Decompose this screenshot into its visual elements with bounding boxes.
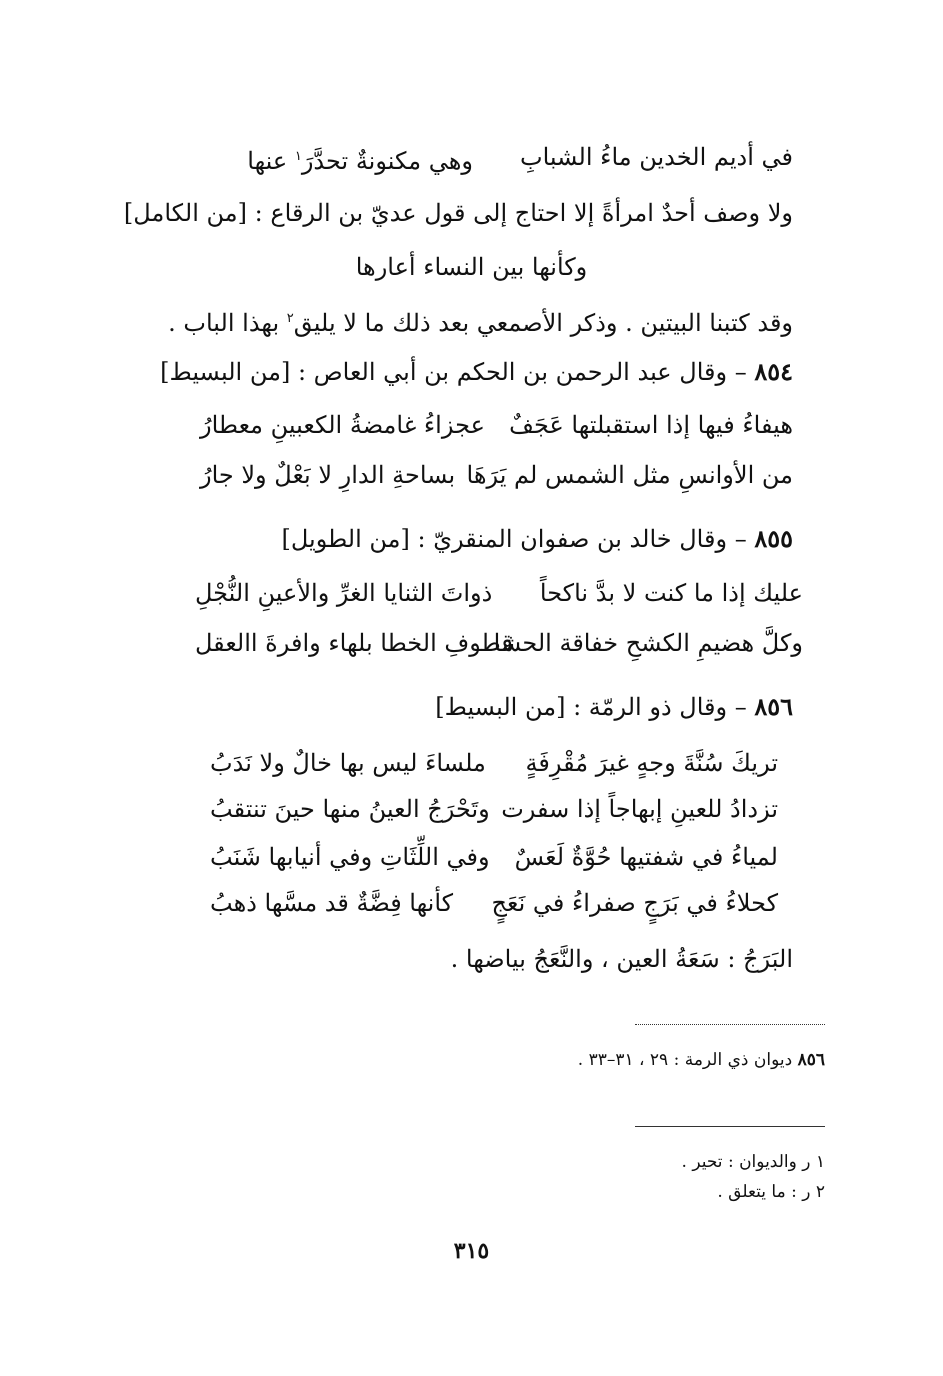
section-number: ٨٥٥ xyxy=(754,524,793,553)
section-number: ٨٥٤ xyxy=(754,357,793,386)
verse-856-2a: تزدادُ للعينِ إبهاجاً إذا سفرت xyxy=(501,795,778,823)
source-note: ٨٥٦ ديوان ذي الرمة : ٢٩ ، ٣١–٣٣ . xyxy=(577,1050,825,1070)
verse-856-4b: كأنها فِضَّةٌ قد مسَّها ذهبُ xyxy=(210,889,454,917)
verse-855-1b: ذواتَ الثنايا الغرِّ والأعينِ النُّجْلِ xyxy=(195,579,493,607)
footnote-ref-2: ٢ xyxy=(286,311,294,326)
verse-854-2a: من الأوانسِ مثل الشمس لم يَرَهَا xyxy=(466,461,793,489)
verse-856-3b: وفي اللِّثَاتِ وفي أنيابها شَنَبُ xyxy=(210,843,490,871)
footnote-1: ١ ر والديوان : تحير . xyxy=(681,1152,825,1172)
section-855-heading: ٨٥٥ – وقال خالد بن صفوان المنقريّ : [من الطويل] xyxy=(281,524,793,553)
verse-856-4a: كحلاءُ في بَرَجٍ صفراءُ في نَعَجٍ xyxy=(491,889,778,917)
footnote-ref-1: ١ xyxy=(294,149,302,164)
verse-854-1a: هيفاءُ فيها إذا استقبلتها عَجَفٌ xyxy=(509,411,793,439)
verse-855-1a: عليك إذا ما كنت لا بدَّ ناكحاً xyxy=(539,579,803,607)
page-number: ٣١٥ xyxy=(453,1238,490,1264)
section-number: ٨٥٦ xyxy=(754,692,793,721)
verse-856-1a: تريكَ سُنَّةَ وجهٍ غيرَ مُقْرِفَةٍ xyxy=(525,749,778,777)
footnote-2: ٢ ر : ما يتعلق . xyxy=(717,1182,825,1202)
verse-854-1b: عجزاءُ غامضةُ الكعبينِ معطارُ xyxy=(200,411,485,439)
source-divider xyxy=(635,1024,825,1025)
prose-line-4: وقد كتبنا البيتين . وذكر الأصمعي بعد ذلك ما لا يليق$^٢$ بهذا الباب . xyxy=(168,309,793,337)
verse-855-2b: قطوفِ الخطا بلهاء وافرةَ االعقل xyxy=(195,629,513,657)
gloss-line: البَرَجُ : سَعَةُ العين ، والنَّعَجُ بياضها . xyxy=(450,945,793,973)
verse-856-1b: ملساءَ ليس بها خالٌ ولا نَدَبُ xyxy=(210,749,486,777)
verse-line-1-hemistich-2: في أديم الخدين ماءُ الشبابِ xyxy=(519,143,793,171)
verse-855-2a: وكلَّ هضيمِ الكشحِ خفاقة الحشا xyxy=(493,629,803,657)
quoted-verse: وكأنها بين النساء أعارها xyxy=(355,253,588,281)
verse-856-3a: لمياءُ في شفتيها حُوَّةٌ لَعَسٌ xyxy=(514,843,778,871)
section-856-heading: ٨٥٦ – وقال ذو الرمّة : [من البسيط] xyxy=(435,692,793,721)
footnote-divider xyxy=(635,1126,825,1127)
section-854-heading: ٨٥٤ – وقال عبد الرحمن بن الحكم بن أبي العاص : [من البسيط] xyxy=(160,357,793,386)
verse-line-1-hemistich-1: وهي مكنونةٌ تحدَّرَ$^١$ عنها xyxy=(247,147,473,175)
verse-854-2b: بساحةِ الدارِ لا بَعْلٌ ولا جارُ xyxy=(200,461,456,489)
verse-856-2b: وتَحْرَجُ العينُ منها حينَ تنتقبُ xyxy=(210,795,490,823)
prose-line-2: ولا وصف أحدٌ امرأةً إلا احتاج إلى قول عديّ بن الرقاع : [من الكامل] xyxy=(123,199,793,227)
